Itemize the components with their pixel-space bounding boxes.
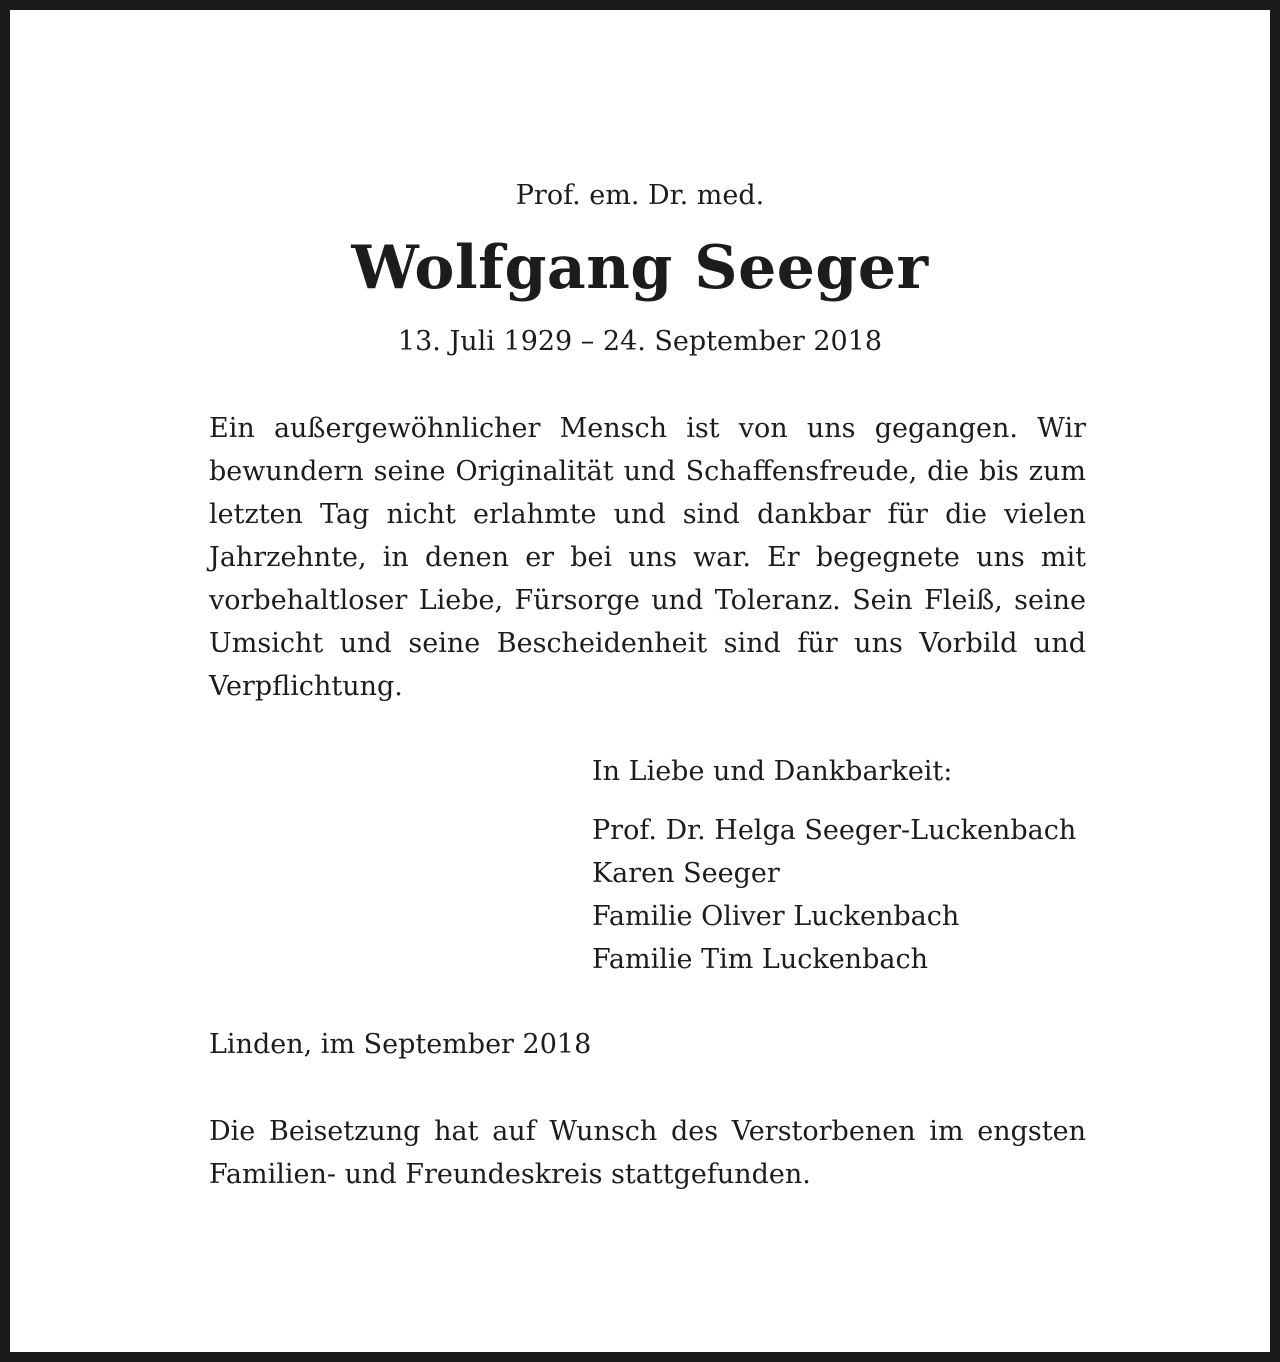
place-and-date: Linden, im September 2018 <box>209 1029 592 1060</box>
tribute-paragraph: Ein außergewöhnlicher Mensch ist von uns gegangen. Wir bewundern seine Originalität und Schaffensfreude, die bis zum letzten Tag nicht erlahmte und sind dankbar für die vielen Jahrzehnte, in denen er bei uns war. Er begegnete uns mit vorbehaltloser Liebe, Fürsorge und Toleranz. Sein Fleiß, seine Umsicht und seine Bescheidenheit sind für uns Vorbild und Verpflichtung. <box>209 413 1086 702</box>
mourners-list <box>592 809 1076 981</box>
mourner-name: Familie Oliver Luckenbach <box>592 901 960 932</box>
mourner-name: Familie Tim Luckenbach <box>592 944 928 975</box>
mourner-name: Prof. Dr. Helga Seeger-Luckenbach <box>592 815 1077 846</box>
life-dates: 13. Juli 1929 – 24. September 2018 <box>397 326 883 357</box>
greeting-line: In Liebe und Dankbarkeit: <box>592 756 953 787</box>
burial-note: Die Beisetzung hat auf Wunsch des Verstorbenen im engsten Familien- und Freundeskreis stattgefunden. <box>209 1116 1086 1190</box>
deceased-name: Wolfgang Seeger <box>351 233 929 303</box>
academic-title: Prof. em. Dr. med. <box>515 180 765 211</box>
mourner-name: Karen Seeger <box>592 858 780 889</box>
